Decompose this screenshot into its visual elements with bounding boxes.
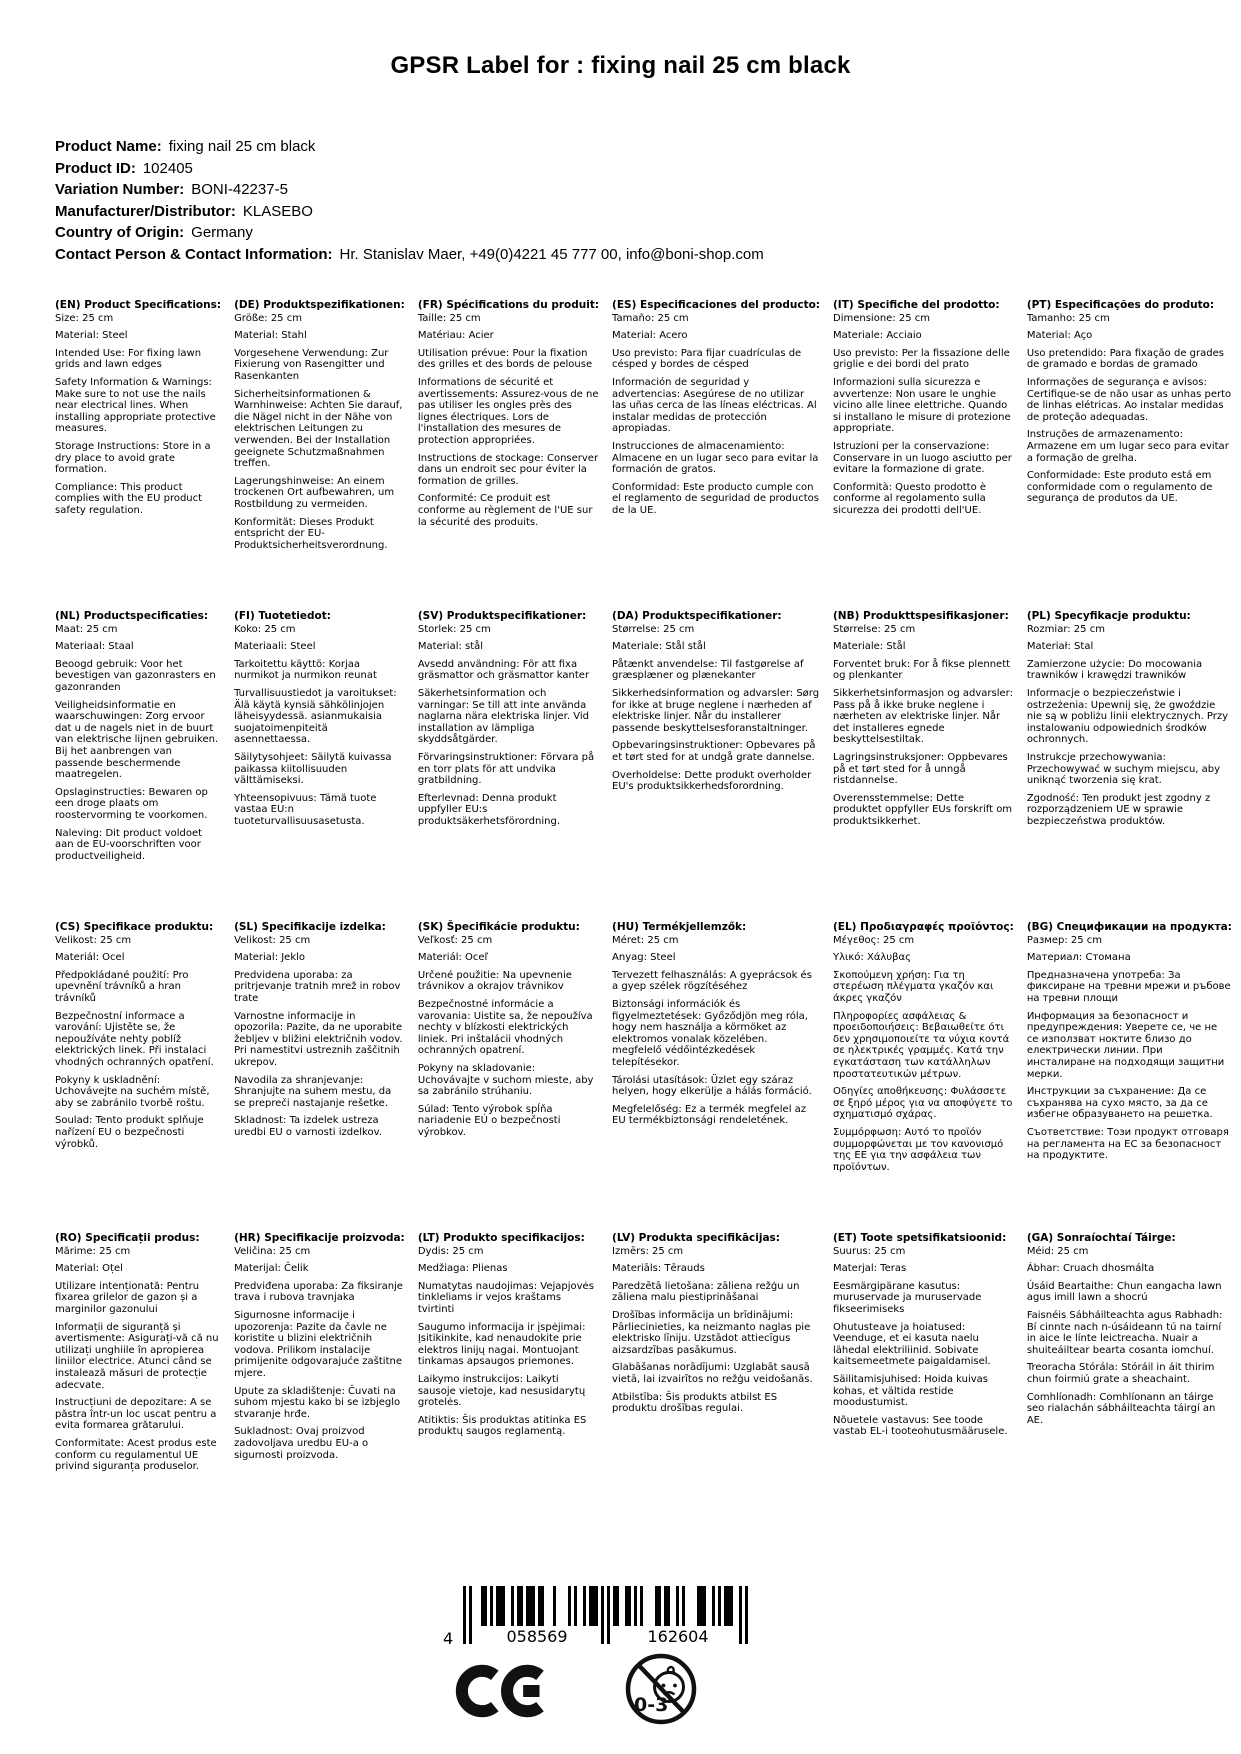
section-paragraph: Conformidad: Este producto cumple con el reglamento de seguridad de productos de la UE. [612,481,819,516]
section-paragraph: Varnostne informacije in opozorila: Pazite, da ne uporabite žebljev v bližini električnih vodov. Pri namestitvi ustreznih zaščitnih ukrepov. [234,1010,403,1068]
section-paragraph: Lagerungshinweise: An einem trockenen Ort aufbewahren, um Rostbildung zu vermeiden. [234,475,395,510]
language-section [833,611,1014,922]
barcode-bar [496,1586,505,1626]
section-paragraph: Conformidade: Este produto está em conformidade com o regulamento de segurança de produtos da UE. [1026,470,1213,505]
section-heading: (FR) Spécifications du produit: [417,299,600,311]
section-paragraph: Dydis: 25 cm [417,1245,484,1257]
contact-label: Contact Person & Contact Information: [55,245,333,263]
section-paragraph: Säilitamisjuhised: Hoida kuivas kohas, et vältida restide moodustumist. [833,1373,989,1409]
section-paragraph: Atitiktis: Šis produktas atitinka ES produktų saugos reglamentą. [417,1414,587,1438]
section-paragraph: Informazioni sulla sicurezza e avvertenze: Non usare le unghie vicino alle linee elettriche. Quando si installano le misure di protezione appropriate. [833,376,1011,435]
section-paragraph: Materiál: Ocel [55,952,125,964]
section-heading: (FI) Tuotetiedot: [234,610,331,622]
section-paragraph: Numatytas naudojimas: Vejapjovės tinkleliams ir vejos kraštams tvirtinti [417,1280,594,1315]
section-paragraph: Instrukcje przechowywania: Przechowywać w suchym miejscu, aby uniknąć tworzenia się krat. [1026,751,1221,787]
section-paragraph: Matériau: Acier [417,330,494,342]
section-paragraph: Veľkosť: 25 cm [417,934,493,946]
section-paragraph: Overholdelse: Dette produkt overholder EU's produktsikkerhedsforordning. [612,769,812,793]
product-id-row [55,158,1201,180]
section-paragraph: Informacje o bezpieczeństwie i ostrzeżenia: Upewnij się, że gwoździe nie są w pobliżu linii elektrycznych. Przy instalowaniu odpowiednich środków ochronnych. [1026,687,1229,746]
barcode-bar [613,1586,619,1626]
section-heading: (PL) Specyfikacje produktu: [1026,610,1191,622]
section-paragraph: Tervezett felhasználás: A gyeprácsok és a gyep szélek rögzítéséhez [612,969,812,993]
barcode-bar [574,1586,577,1626]
section-paragraph: Treoracha Stórála: Stóráil in áit thirim chun foirmiú grate a sheachaint. [1026,1362,1215,1385]
section-heading: (HU) Termékjellemzők: [612,921,747,933]
section-paragraph: Materiál: Oceľ [417,952,489,964]
section-paragraph: Intended Use: For fixing lawn grids and lawn edges [55,347,202,371]
section-paragraph: Forventet bruk: For å fikse plennett og plenkanter [833,658,1011,682]
section-paragraph: Säkerhetsinformation och varningar: Se till att inte använda naglarna nära elektriska linjer. Vid installation av lämpliga skyddsåtgärder. [417,687,589,746]
section-paragraph: Saugumo informacija ir įspėjimai: Įsitikinkite, kad nenaudokite prie elektros linijų nagai. Montuojant tinkamas apsaugos priemones. [417,1321,586,1368]
section-paragraph: Storage Instructions: Store in a dry place to avoid grate formation. [55,440,211,476]
country-of-origin-label: Country of Origin: [55,224,185,241]
section-paragraph: Efterlevnad: Denna produkt uppfyller EU:s produktsäkerhetsförordning. [417,792,560,827]
section-heading: (ES) Especificaciones del producto: [612,299,820,311]
section-paragraph: Soulad: Tento produkt splňuje nařízení EU o bezpečnosti výrobků. [55,1115,204,1150]
section-paragraph: Инструкции за съхранение: Да се съхранява на сухо място, за да се избегне образуването на решетка. [1026,1086,1213,1121]
section-paragraph: Comhlíonadh: Comhlíonann an táirge seo rialachán sábháilteachta táirgí an AE. [1026,1391,1216,1426]
section-paragraph: Säilytysohjeet: Säilytä kuivassa paikassa kiitollisuuden välttämiseksi. [234,751,392,787]
section-paragraph: Ohutusteave ja hoiatused: Veenduge, et ei kasuta naelu lähedal elektriliinid. Sobivate kaitsemeetmete paigaldamisel. [833,1321,991,1368]
section-paragraph: Utilisation prévue: Pour la fixation des grilles et des bords de pelouse [417,347,593,371]
section-paragraph: Upute za skladištenje: Čuvati na suhom mjestu kako bi se izbjeglo stvaranje hrđe. [234,1385,401,1420]
barcode-bar [490,1586,493,1626]
section-paragraph: Pokyny na skladovanie: Uchovávajte v suchom mieste, aby sa zabránilo strúhaniu. [417,1062,594,1098]
language-section [833,922,1014,1233]
section-paragraph: Uso pretendido: Para fixação de grades de gramado e bordas de gramado [1026,347,1224,371]
section-paragraph: Размер: 25 cm [1026,934,1103,946]
language-section [612,300,820,611]
section-paragraph: Storlek: 25 cm [417,623,491,635]
section-paragraph: Avsedd användning: För att fixa gräsmattor och gräsmattor kanter [417,658,590,682]
section-paragraph: Material: Stahl [234,330,307,342]
section-paragraph: Tamanho: 25 cm [1026,312,1110,324]
section-paragraph: Sicherheitsinformationen & Warnhinweise: Achten Sie darauf, die Nägel nicht in der Nähe von elektrischen Leitungen zu verwenden. Bei der Installation geeignete Schutzmaßnahmen treffen. [234,388,403,470]
product-name-label: Product Name: [55,138,162,155]
section-paragraph: Påtænkt anvendelse: Til fastgørelse af græsplæner og plænekanter [612,658,804,682]
barcode-bar [712,1586,715,1626]
section-heading: (EN) Product Specifications: [55,299,222,311]
product-info [55,136,1201,265]
barcode [443,1586,748,1664]
barcode-bar [511,1586,514,1626]
barcode-bar [625,1586,631,1626]
language-section [55,611,221,922]
section-paragraph: Vorgesehene Verwendung: Zur Fixierung von Rasengitter und Rasenkanten [234,347,389,382]
section-paragraph: Material: stål [417,641,484,653]
barcode-bar [676,1586,679,1626]
section-paragraph: Opbevaringsinstruktioner: Opbevares på et tørt sted for at undgå grate dannelse. [612,740,816,763]
section-paragraph: Conformité: Ce produit est conforme au règlement de l'UE sur la sécurité des produits. [417,493,593,528]
section-paragraph: Instructions de stockage: Conserver dans un endroit sec pour éviter la formation de grilles. [417,452,599,487]
section-paragraph: Overensstemmelse: Dette produktet oppfyller EUs forskrift om produktsikkerhet. [833,792,1013,827]
product-id-label: Product ID: [55,159,136,177]
section-paragraph: Méret: 25 cm [612,934,679,946]
section-paragraph: Predvidena uporaba: za pritrjevanje tratnih mrež in robov trate [234,969,401,1004]
barcode-bar [655,1586,661,1626]
section-paragraph: Materiaali: Steel [234,641,316,653]
section-paragraph: Maat: 25 cm [55,623,118,635]
language-section [418,1233,599,1479]
section-paragraph: Súlad: Tento výrobok spĺňa nariadenie EÚ o bezpečnosti výrobkov. [417,1103,561,1138]
section-paragraph: Taille: 25 cm [417,312,481,324]
section-paragraph: Materjal: Teras [833,1263,907,1275]
page-title: GPSR Label for : fixing nail 25 cm black [390,52,851,79]
section-paragraph: Úsáid Beartaithe: Chun eangacha lawn agus imill lawn a shocrú [1026,1280,1222,1304]
language-section [418,922,599,1233]
section-heading: (EL) Προδιαγραφές προϊόντος: [833,921,1014,933]
language-section [1027,611,1232,922]
barcode-bar [682,1586,685,1626]
barcode-bar [589,1586,598,1626]
section-paragraph: Bezpečnostné informácie a varovania: Uistite sa, že nepoužíva nechty v blízkosti elektrických liniek. Pri inštalácii vhodných ochranných opatrení. [417,998,593,1057]
section-paragraph: Biztonsági információk és figyelmeztetések: Győződjön meg róla, hogy nem használja a körmöket az elektromos vonalak közelében. megfelelő védőintézkedések telepítésekor. [612,998,808,1068]
section-paragraph: Beoogd gebruik: Voor het bevestigen van gazonrasters en gazonranden [55,658,216,693]
section-heading: (NB) Produkttspesifikasjoner: [833,610,1009,622]
section-paragraph: Συμμόρφωση: Αυτό το προϊόν συμμορφώνεται με τον κανονισμό της ΕΕ για την ασφάλεια των προϊόντων. [833,1126,1004,1173]
barcode-bar [553,1586,556,1626]
section-paragraph: Eesmärgipärane kasutus: muruservade ja muruservade fikseerimiseks [833,1280,982,1315]
section-paragraph: Instruções de armazenamento: Armazene em um lugar seco para evitar a formação de grelha. [1026,429,1229,464]
country-of-origin-value: Germany [191,224,253,241]
section-paragraph: Υλικό: Χάλυβας [833,952,911,964]
section-paragraph: Materiale: Acciaio [833,330,922,342]
language-section [418,611,599,922]
manufacturer-value: KLASEBO [242,202,313,220]
section-paragraph: Naleving: Dit product voldoet aan de EU-voorschriften voor productveiligheid. [55,827,203,862]
section-paragraph: Instrucțiuni de depozitare: A se păstra într-un loc uscat pentru a evita formarea grătarului. [55,1397,217,1432]
section-paragraph: Istruzioni per la conservazione: Conservare in un luogo asciutto per evitare la formazione di grate. [833,440,1012,476]
barcode-bar [538,1586,544,1626]
section-paragraph: Material: Aço [1026,330,1093,342]
section-paragraph: Ábhar: Cruach dhosmálta [1026,1263,1155,1275]
section-paragraph: Faisnéis Sábháilteachta agus Rabhadh: Bí cinnte nach n-úsáideann tú na tairní in aice le línte leictreacha. Nuair a shuiteáiltear bearta cosanta iomchuí. [1026,1309,1223,1356]
barcode-bar [718,1586,721,1626]
section-paragraph: Πληροφορίες ασφάλειας & προειδοποιήσεις: Βεβαιωθείτε ότι δεν χρησιμοποιείτε τα νύχια κοντά σε ηλεκτρικές γραμμές. Κατά την εγκατάσταση των κατάλληλων προστατευτικών μέτρων. [833,1010,1010,1080]
section-paragraph: Izmērs: 25 cm [612,1245,684,1257]
barcode-bar [664,1586,670,1626]
section-paragraph: Conformitate: Acest produs este conform cu regulamentul UE privind siguranța produselor. [55,1437,217,1473]
section-paragraph: Turvallisuustiedot ja varoitukset: Älä käytä kynsiä sähkölinjojen läheisyydessä. asianmukaisia suojatoimenpiteitä asennettaessa. [234,687,397,746]
section-heading: (SV) Produktspecifikationer: [417,610,587,622]
section-paragraph: Velikost: 25 cm [234,934,311,946]
barcode-bar [739,1586,742,1644]
section-paragraph: Veličina: 25 cm [234,1245,311,1257]
barcode-bar [463,1586,466,1644]
language-section [833,1233,1014,1479]
section-paragraph: Suurus: 25 cm [833,1245,906,1257]
section-paragraph: Materijal: Čelik [234,1263,309,1275]
language-section [1027,1233,1232,1479]
language-section [55,300,221,611]
section-paragraph: Veiligheidsinformatie en waarschuwingen: Zorg ervoor dat u de nagels niet in de buurt van elektrische lijnen gebruiken. Bij het aanbrengen van passende beschermende maatregelen. [55,699,219,781]
manufacturer-row [55,201,1201,223]
language-section [234,611,405,922]
section-paragraph: Mărime: 25 cm [55,1245,131,1257]
section-heading: (SL) Specifikacije izdelka: [234,921,386,933]
section-paragraph: Paredzētā lietošana: zāliena režģu un zāliena malu piestiprināšanai [612,1280,800,1304]
section-paragraph: Velikost: 25 cm [55,934,132,946]
language-section [1027,300,1232,611]
section-heading: (LT) Produkto specifikacijos: [417,1232,585,1244]
section-paragraph: Størrelse: 25 cm [833,623,916,635]
section-paragraph: Größe: 25 cm [234,312,302,324]
section-paragraph: Informații de siguranță și avertismente: Asigurați-vă că nu utilizați unghiile în apropierea liniilor electrice. Atunci când se instalează măsuri de protecție adecvate. [55,1321,219,1391]
barcode-bar [634,1586,637,1626]
language-section [418,300,599,611]
section-heading: (LV) Produkta specifikācijas: [612,1232,781,1244]
section-heading: (RO) Specificații produs: [55,1232,200,1244]
language-section [55,922,221,1233]
variation-number-label: Variation Number: [55,181,185,198]
barcode-bar [568,1586,571,1626]
barcode-bar [469,1586,472,1644]
section-paragraph: Materiale: Stål stål [612,641,706,653]
section-paragraph: Medžiaga: Plienas [417,1263,508,1275]
barcode-bar [481,1586,487,1626]
section-paragraph: Conformità: Questo prodotto è conforme al regolamento sulla sicurezza dei prodotti dell'UE. [833,481,987,516]
barcode-bar [697,1586,706,1626]
section-paragraph: Instrucciones de almacenamiento: Almacene en un lugar seco para evitar la formación de gratos. [612,440,819,476]
section-paragraph: Información de seguridad y advertencias: Asegúrese de no utilizar las uñas cerca de las líneas eléctricas. Al instalar medidas de protección apropiadas. [612,376,817,435]
section-paragraph: Uso previsto: Para fijar cuadrículas de césped y bordes de césped [612,347,802,371]
section-paragraph: Anyag: Steel [612,952,676,964]
barcode-bar [745,1586,748,1644]
language-section [833,300,1014,611]
section-paragraph: Uso previsto: Per la fissazione delle griglie e dei bordi del prato [833,347,1010,371]
section-paragraph: Μέγεθος: 25 cm [833,934,915,946]
section-paragraph: Съответствие: Този продукт отговаря на регламента на ЕС за безопасност на продуктите. [1026,1126,1229,1162]
barcode-bar [517,1586,523,1626]
section-paragraph: Size: 25 cm [55,312,114,324]
ce-mark-icon [452,1662,552,1724]
section-heading: (DE) Produktspezifikationen: [234,299,405,311]
section-paragraph: Materiale: Stål [833,641,906,653]
section-paragraph: Sigurnosne informacije i upozorenja: Pazite da čavle ne koristite u blizini električnih vodova. Prilikom instalacije primijenite odgovarajuće zaštitne mjere. [234,1309,402,1379]
section-paragraph: Lagringsinstruksjoner: Oppbevares på et tørt sted for å unngå ristdannelse. [833,751,1008,787]
section-paragraph: Yhteensopivuus: Tämä tuote vastaa EU:n tuoteturvallisuusasetusta. [234,792,377,827]
section-paragraph: Predviđena uporaba: Za fiksiranje trava i rubova travnjaka [234,1280,403,1304]
language-section [612,1233,820,1479]
barcode-bar [526,1586,535,1626]
section-heading: (SK) Špecifikácie produktu: [417,921,580,933]
section-paragraph: Navodila za shranjevanje: Shranjujte na suhem mestu, da se prepreči nastajanje rešetke. [234,1074,392,1109]
section-paragraph: Nõuetele vastavus: See toode vastab EL-i tooteohutusmäärusele. [833,1414,1008,1438]
barcode-digits-group2: 162604 [618,1627,738,1646]
section-paragraph: Förvaringsinstruktioner: Förvara på en torr plats för att undvika gratbildning. [417,751,595,787]
section-heading: (DA) Produktspecifikationer: [612,610,782,622]
language-section [55,1233,221,1479]
manufacturer-label: Manufacturer/Distributor: [55,202,236,220]
section-paragraph: Drošības informācija un brīdinājumi: Pārliecinieties, ka neizmanto naglas pie elektrisko līniju. Uzstādot attiecīgus aizsardzības pasākumus. [612,1309,811,1356]
section-heading: (CS) Specifikace produktu: [55,921,214,933]
section-paragraph: Material: Oțel [55,1263,123,1275]
language-section [234,300,405,611]
section-paragraph: Sikkerhedsinformation og advarsler: Sørg for ikke at bruge neglene i nærheden af elektriske linjer. Når du installerer passende beskyttelsesforanstaltninger. [612,687,820,734]
section-paragraph: Материал: Стомана [1026,952,1131,964]
section-heading: (ET) Toote spetsifikatsioonid: [833,1232,1007,1244]
section-paragraph: Tárolási utasítások: Üzlet egy száraz helyen, hogy elkerülje a hálás formáció. [612,1074,812,1098]
product-name-row [55,136,1201,158]
section-paragraph: Σκοπούμενη χρήση: Για τη στερέωση πλέγματα γκαζόν και άκρες γκαζόν [833,969,994,1004]
section-paragraph: Material: Steel [55,330,128,342]
barcode-bar [601,1586,604,1644]
barcode-digits-group1: 058569 [477,1627,597,1646]
section-paragraph: Konformität: Dieses Produkt entspricht der EU-Produktsicherheitsverordnung. [234,516,388,551]
section-paragraph: Safety Information & Warnings: Make sure to not use the nails near electrical lines. When installing appropriate protective measures. [55,376,216,435]
section-paragraph: Sikkerhetsinformasjon og advarsler: Pass på å ikke bruke neglene i nærheten av elektriske linjer. Når det installeres egnede beskyttelsestiltak. [833,687,1013,746]
product-id-value: 102405 [142,159,193,177]
language-section [234,922,405,1233]
variation-number-row [55,179,1201,201]
section-paragraph: Informations de sécurité et avertissements: Assurez-vous de ne pas utiliser les ongles près des lignes électriques. Lors de l'installation des mesures de protection appropriées. [417,376,599,446]
variation-number-value: BONI-42237-5 [191,181,288,198]
contact-value: Hr. Stanislav Maer, +49(0)4221 45 777 00, info@boni-shop.com [339,245,764,263]
section-paragraph: Materiāls: Tērauds [612,1263,705,1275]
section-paragraph: Material: Acero [612,330,688,342]
section-paragraph: Laikymo instrukcijos: Laikyti sausoje vietoje, kad nesusidarytų grotelės. [417,1373,586,1409]
section-paragraph: Předpokládané použití: Pro upevnění trávníků a hran trávníků [55,969,189,1004]
section-paragraph: Предназначена употреба: За фиксиране на тревни мрежи и ръбове на тревни площи [1026,969,1231,1004]
section-paragraph: Informações de segurança e avisos: Certifique-se de não usar as unhas perto de linhas elétricas. Ao instalar medidas de proteção adequadas. [1026,376,1232,423]
section-paragraph: Sukladnost: Ovaj proizvod zadovoljava uredbu EU-a o sigurnosti proizvoda. [234,1426,369,1461]
section-paragraph: Zamierzone użycie: Do mocowania trawników i krawędzi trawników [1026,658,1203,682]
section-paragraph: Tamaño: 25 cm [612,312,689,324]
section-heading: (PT) Especificações do produto: [1026,299,1215,311]
svg-text:0-3: 0-3 [634,1694,669,1716]
section-paragraph: Méid: 25 cm [1026,1245,1089,1257]
barcode-bar [724,1586,733,1626]
section-paragraph: Bezpečnostní informace a varování: Ujistěte se, že nepoužíváte nehty poblíž elektrických linek. Při instalaci vhodných ochranných opatření. [55,1010,214,1068]
section-paragraph: Koko: 25 cm [234,623,296,635]
section-heading: (HR) Specifikacije proizvoda: [234,1232,405,1244]
barcode-digit-left: 4 [443,1629,454,1648]
barcode-bar [583,1586,586,1626]
barcode-bar [607,1586,610,1644]
barcode-bar [640,1586,643,1626]
section-heading: (NL) Productspecificaties: [55,610,209,622]
section-paragraph: Pokyny k uskladnění: Uchovávejte na suchém místě, aby se zabránilo tvorbě roštu. [55,1074,210,1109]
section-paragraph: Atbilstība: Šis produkts atbilst ES produktu drošības regulai. [612,1391,778,1415]
section-paragraph: Compliance: This product complies with the EU product safety regulation. [55,481,203,516]
section-paragraph: Rozmiar: 25 cm [1026,623,1105,635]
section-paragraph: Materiał: Stal [1026,641,1094,653]
language-section [1027,922,1232,1233]
section-paragraph: Информация за безопасност и предупреждения: Уверете се, че не се използват ноктите близо до електрически линии. При инсталиране на подходящи защитни мерки. [1026,1010,1225,1080]
age-warning-icon [624,1652,698,1730]
language-section [612,922,820,1233]
product-name-value: fixing nail 25 cm black [168,138,316,155]
section-heading: (BG) Спецификации на продукта: [1026,921,1232,933]
section-paragraph: Dimensione: 25 cm [833,312,930,324]
section-paragraph: Skladnost: Ta izdelek ustreza uredbi EU o varnosti izdelkov. [234,1115,382,1138]
section-paragraph: Materiaal: Staal [55,641,134,653]
country-of-origin-row [55,222,1201,244]
section-paragraph: Glabāšanas norādījumi: Uzglabāt sausā vietā, lai izvairītos no režģu veidošanās. [612,1362,813,1385]
language-section [234,1233,405,1479]
section-paragraph: Zgodność: Ten produkt jest zgodny z rozporządzeniem UE w sprawie bezpieczeństwa produktów. [1026,792,1211,827]
section-paragraph: Størrelse: 25 cm [612,623,695,635]
section-paragraph: Megfelelőség: Ez a termék megfelel az EU termékbiztonsági rendeletének. [612,1103,807,1127]
sections-grid [55,299,1232,1479]
section-paragraph: Utilizare intenționată: Pentru fixarea grilelor de gazon și a marginilor gazonului [55,1280,200,1315]
language-section [612,611,820,922]
section-paragraph: Tarkoitettu käyttö: Korjaa nurmikot ja nurmikon reunat [234,658,377,682]
section-paragraph: Opslaginstructies: Bewaren op een droge plaats om roostervorming te voorkomen. [55,786,208,821]
section-heading: (IT) Specifiche del prodotto: [833,299,1000,311]
contact-row [55,244,1201,266]
section-paragraph: Οδηγίες αποθήκευσης: Φυλάσσετε σε ξηρό μέρος για να αποφύγετε το σχηματισμό σχάρας. [833,1086,1013,1121]
section-heading: (GA) Sonraíochtaí Táirge: [1026,1232,1176,1244]
section-paragraph: Material: Jeklo [234,952,306,964]
section-paragraph: Určené použitie: Na upevnenie trávnikov a okrajov trávnikov [417,969,572,993]
